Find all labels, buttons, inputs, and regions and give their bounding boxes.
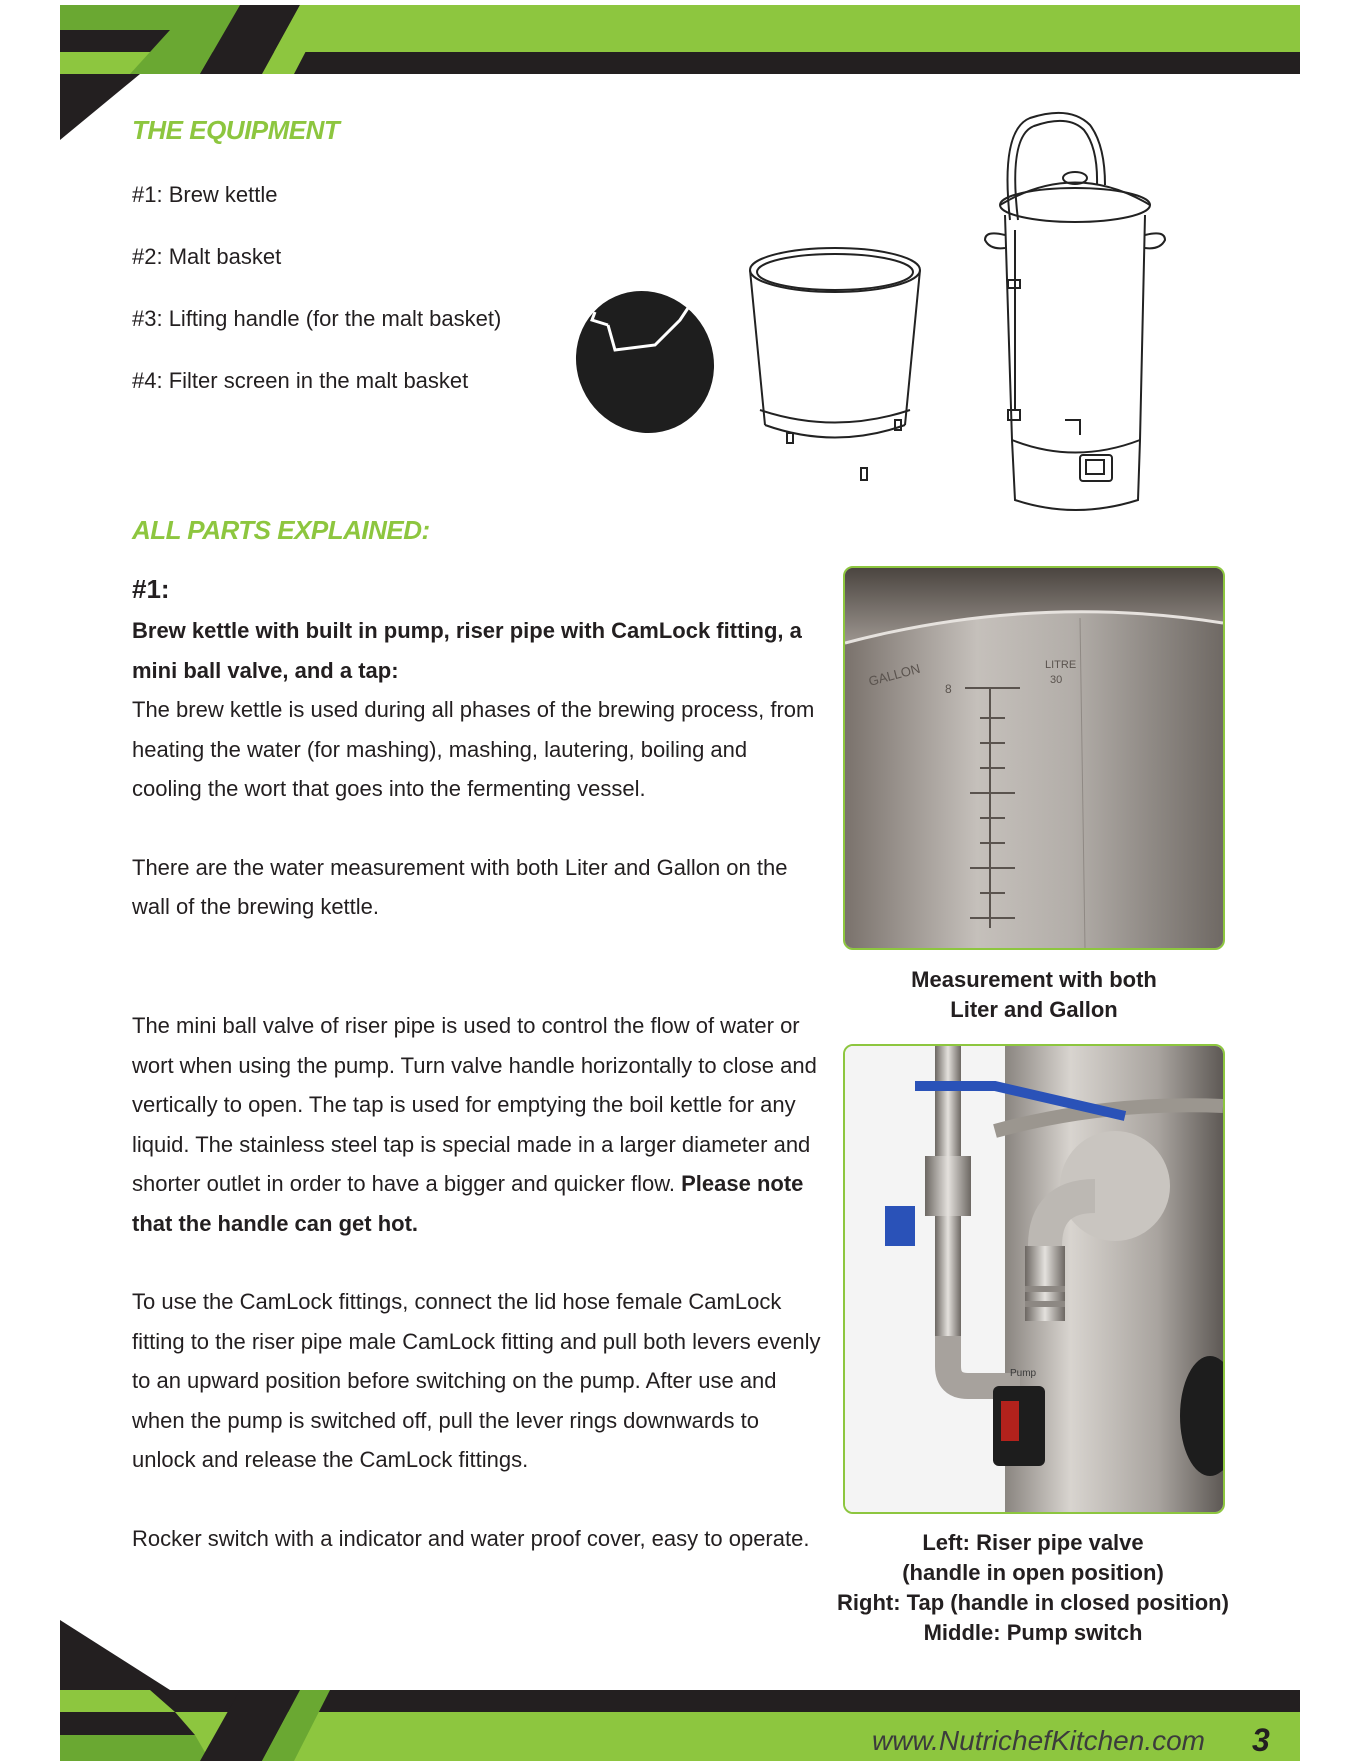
paragraph-3 bbox=[132, 1006, 822, 1243]
parts-heading: ALL PARTS EXPLAINED: bbox=[132, 515, 430, 545]
paragraph-3-text: The mini ball valve of riser pipe is used to control the flow of water or wort when using the pump. Turn valve handle horizontally to close and vertically to open. The tap is used for emptying the boil kettle for any liquid. The stainless steel tap is special made in a larger diameter and shorter outlet in order to have a bigger and quicker flow. bbox=[132, 1013, 817, 1196]
valve-caption-line-3: Right: Tap (handle in closed position) bbox=[837, 1590, 1229, 1615]
valve-caption-line-1: Left: Riser pipe valve bbox=[922, 1530, 1144, 1555]
equipment-heading: THE EQUIPMENT bbox=[132, 115, 340, 145]
gallon-label: GALLON bbox=[866, 660, 922, 689]
litre-label: LITRE bbox=[1045, 659, 1077, 671]
equipment-item-4: #4: Filter screen in the malt basket bbox=[132, 368, 469, 393]
litre-top-value: 30 bbox=[1050, 674, 1063, 686]
equipment-illustration bbox=[560, 100, 1220, 540]
footer-url[interactable]: www.NutrichefKitchen.com bbox=[872, 1725, 1206, 1756]
malt-basket-drawing bbox=[750, 248, 920, 480]
measurement-caption-line-1: Measurement with both bbox=[911, 967, 1157, 992]
valve-photo bbox=[843, 1044, 1225, 1514]
part-description bbox=[132, 611, 822, 927]
filter-screen-drawing bbox=[560, 266, 740, 459]
measurement-caption bbox=[843, 965, 1225, 1025]
hot-handle-warning: Please note that the handle can get hot. bbox=[132, 1171, 804, 1236]
paragraph-5: Rocker switch with a indicator and water proof cover, easy to operate. bbox=[132, 1525, 810, 1551]
part-number: #1: bbox=[132, 574, 170, 604]
paragraph-1: The brew kettle is used during all phases of the brewing process, from heating the water (for mashing), mashing, lautering, boiling and cooling the wort that goes into the fermenting vessel. bbox=[132, 697, 815, 801]
gallon-top-value: 8 bbox=[945, 682, 952, 696]
brew-kettle-drawing bbox=[985, 113, 1165, 510]
valve-photo-image bbox=[845, 1046, 1223, 1512]
part-subtitle: Brew kettle with built in pump, riser pipe with CamLock fitting, a mini ball valve, and a tap: bbox=[132, 618, 802, 683]
measurement-caption-line-2: Liter and Gallon bbox=[950, 997, 1118, 1022]
paragraph-4: To use the CamLock fittings, connect the lid hose female CamLock fitting to the riser pipe male CamLock fitting and pull both levers evenly to an upward position before switching on the pump. After use and when the pump is switched off, pull the lever rings downwards to unlock and release the CamLock fittings. bbox=[132, 1289, 821, 1472]
valve-description bbox=[132, 1006, 822, 1558]
valve-caption-line-4: Middle: Pump switch bbox=[923, 1620, 1143, 1645]
paragraph-2: There are the water measurement with both Liter and Gallon on the wall of the brewing kettle. bbox=[132, 854, 788, 919]
measurement-photo bbox=[843, 566, 1225, 950]
equipment-item-3: #3: Lifting handle (for the malt basket) bbox=[132, 306, 502, 331]
equipment-item-1: #1: Brew kettle bbox=[132, 182, 278, 207]
page-number: 3 bbox=[1252, 1722, 1270, 1758]
valve-caption-line-2: (handle in open position) bbox=[902, 1560, 1164, 1585]
measurement-photo-image bbox=[845, 568, 1223, 948]
pump-label: Pump bbox=[1010, 1368, 1037, 1379]
equipment-item-2: #2: Malt basket bbox=[132, 244, 282, 269]
